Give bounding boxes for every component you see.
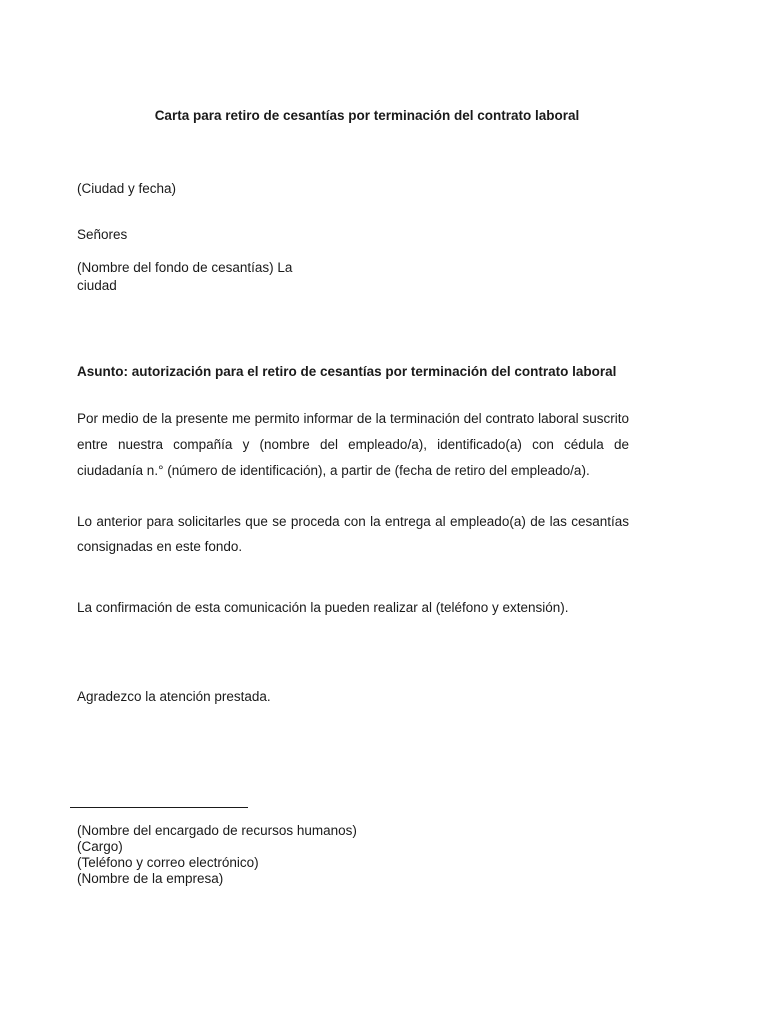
city-date: (Ciudad y fecha) bbox=[77, 181, 177, 196]
fund-name: (Nombre del fondo de cesantías) La ciudad bbox=[77, 260, 293, 293]
closing-line: Agradezco la atención prestada. bbox=[77, 689, 271, 704]
salutation: Señores bbox=[77, 227, 128, 242]
signer-company: (Nombre de la empresa) bbox=[77, 871, 224, 886]
signature-line bbox=[70, 807, 248, 808]
body-paragraph-1: Por medio de la presente me permito informar de la terminación del contrato laboral suscrito entre nuestra compañía y (nombre del empleado/a), identificado(a) con cédula de ciudadanía n.° (número de identificación), a partir de (fecha de retiro del empleado/a). bbox=[77, 411, 629, 478]
signer-name: (Nombre del encargado de recursos humanos) bbox=[77, 823, 357, 838]
body-paragraph-3: La confirmación de esta comunicación la pueden realizar al (teléfono y extensión). bbox=[77, 600, 569, 615]
subject-line: Asunto: autorización para el retiro de cesantías por terminación del contrato laboral bbox=[77, 364, 617, 379]
signature-block bbox=[77, 823, 357, 887]
signer-position: (Cargo) bbox=[77, 839, 123, 854]
letter-title: Carta para retiro de cesantías por terminación del contrato laboral bbox=[154, 108, 580, 123]
signer-contact: (Teléfono y correo electrónico) bbox=[77, 855, 259, 870]
body-paragraph-2: Lo anterior para solicitarles que se proceda con la entrega al empleado(a) de las cesantías consignadas en este fondo. bbox=[77, 514, 629, 554]
